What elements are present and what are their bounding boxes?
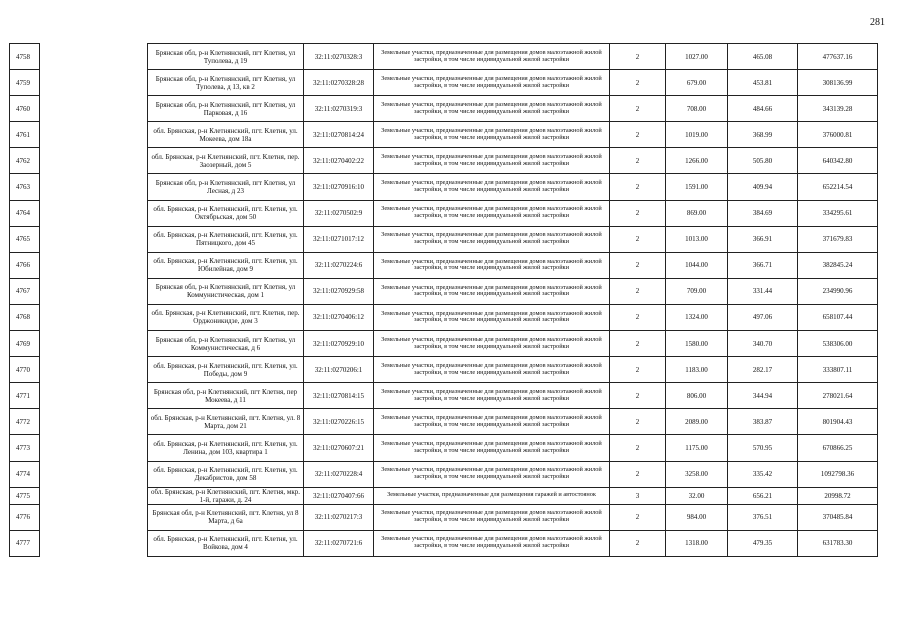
- cadastral-value-cell: 234990.96: [798, 278, 878, 304]
- table-row: [10, 530, 878, 556]
- land-use-cell: Земельные участки, предназначенные для размещения домов малоэтажной жилой застройки, в том числе индивидуальной жилой застройки: [374, 278, 610, 304]
- cadastral-number-cell: 32:11:0270502:9: [304, 200, 374, 226]
- row-number-cell: 4766: [10, 252, 40, 278]
- unit-value-cell: 331.44: [728, 278, 798, 304]
- spacer-cell: [40, 96, 148, 122]
- group-cell: 2: [610, 504, 666, 530]
- cadastral-value-cell: 631783.30: [798, 530, 878, 556]
- cadastral-value-cell: 308136.99: [798, 70, 878, 96]
- land-use-cell: Земельные участки, предназначенные для размещения домов малоэтажной жилой застройки, в том числе индивидуальной жилой застройки: [374, 461, 610, 487]
- unit-value-cell: 505.80: [728, 148, 798, 174]
- spacer-cell: [40, 252, 148, 278]
- row-number-cell: 4763: [10, 174, 40, 200]
- address-cell: обл. Брянская, р-н Клетнянский, пгт. Клетня, ул. 8 Марта, дом 21: [148, 409, 304, 435]
- group-cell: 2: [610, 174, 666, 200]
- unit-value-cell: 453.81: [728, 70, 798, 96]
- unit-value-cell: 335.42: [728, 461, 798, 487]
- row-number-cell: 4760: [10, 96, 40, 122]
- spacer-cell: [40, 461, 148, 487]
- land-use-cell: Земельные участки, предназначенные для размещения домов малоэтажной жилой застройки, в том числе индивидуальной жилой застройки: [374, 383, 610, 409]
- group-cell: 2: [610, 530, 666, 556]
- address-cell: обл. Брянская, р-н Клетнянский, пгт. Клетня, мкр. 1-й, гаражи, д. 24: [148, 487, 304, 504]
- spacer-cell: [40, 122, 148, 148]
- address-cell: обл. Брянская, р-н Клетнянский, пгт. Клетня, пер. Заозерный, дом 5: [148, 148, 304, 174]
- area-cell: 984.00: [666, 504, 728, 530]
- cadastral-value-cell: 278021.64: [798, 383, 878, 409]
- row-number-cell: 4764: [10, 200, 40, 226]
- group-cell: 2: [610, 357, 666, 383]
- land-use-cell: Земельные участки, предназначенные для размещения домов малоэтажной жилой застройки, в том числе индивидуальной жилой застройки: [374, 331, 610, 357]
- cadastral-value-cell: 640342.80: [798, 148, 878, 174]
- cadastral-number-cell: 32:11:0270916:10: [304, 174, 374, 200]
- unit-value-cell: 384.69: [728, 200, 798, 226]
- row-number-cell: 4774: [10, 461, 40, 487]
- land-use-cell: Земельные участки, предназначенные для размещения домов малоэтажной жилой застройки, в том числе индивидуальной жилой застройки: [374, 122, 610, 148]
- address-cell: обл. Брянская, р-н Клетнянский, пгт. Клетня, ул. Октябрьская, дом 50: [148, 200, 304, 226]
- area-cell: 1318.00: [666, 530, 728, 556]
- address-cell: Брянская обл, р-н Клетнянский, пгт. Клетня, ул 8 Марта, д 6а: [148, 504, 304, 530]
- area-cell: 679.00: [666, 70, 728, 96]
- spacer-cell: [40, 304, 148, 330]
- row-number-cell: 4758: [10, 44, 40, 70]
- area-cell: 1580.00: [666, 331, 728, 357]
- area-cell: 806.00: [666, 383, 728, 409]
- page-number: 281: [870, 17, 885, 28]
- group-cell: 2: [610, 44, 666, 70]
- area-cell: 709.00: [666, 278, 728, 304]
- land-use-cell: Земельные участки, предназначенные для размещения домов малоэтажной жилой застройки, в том числе индивидуальной жилой застройки: [374, 357, 610, 383]
- cadastral-number-cell: 32:11:0270226:15: [304, 409, 374, 435]
- cadastral-value-cell: 801904.43: [798, 409, 878, 435]
- land-use-cell: Земельные участки, предназначенные для размещения домов малоэтажной жилой застройки, в том числе индивидуальной жилой застройки: [374, 409, 610, 435]
- address-cell: Брянская обл, р-н Клетнянский, пгт Клетня, ул Туполева, д 19: [148, 44, 304, 70]
- table-row: [10, 383, 878, 409]
- area-cell: 2089.00: [666, 409, 728, 435]
- land-use-cell: Земельные участки, предназначенные для размещения домов малоэтажной жилой застройки, в том числе индивидуальной жилой застройки: [374, 148, 610, 174]
- address-cell: обл. Брянская, р-н Клетнянский, пгт. Клетня, ул. Войкова, дом 4: [148, 530, 304, 556]
- row-number-cell: 4776: [10, 504, 40, 530]
- unit-value-cell: 282.17: [728, 357, 798, 383]
- land-use-cell: Земельные участки, предназначенные для размещения домов малоэтажной жилой застройки, в том числе индивидуальной жилой застройки: [374, 252, 610, 278]
- group-cell: 2: [610, 383, 666, 409]
- table-row: [10, 44, 878, 70]
- land-use-cell: Земельные участки, предназначенные для размещения гаражей и автостоянок: [374, 487, 610, 504]
- cadastral-value-cell: 382845.24: [798, 252, 878, 278]
- area-cell: 1183.00: [666, 357, 728, 383]
- group-cell: 2: [610, 278, 666, 304]
- spacer-cell: [40, 331, 148, 357]
- cadastral-value-cell: 477637.16: [798, 44, 878, 70]
- table-row: [10, 278, 878, 304]
- cadastral-number-cell: 32:11:0270721:6: [304, 530, 374, 556]
- cadastral-number-cell: 32:11:0270328:28: [304, 70, 374, 96]
- group-cell: 2: [610, 200, 666, 226]
- area-cell: 1591.00: [666, 174, 728, 200]
- address-cell: обл. Брянская, р-н Клетнянский, пгт. Клетня, пер. Орджоникидзе, дом 3: [148, 304, 304, 330]
- land-use-cell: Земельные участки, предназначенные для размещения домов малоэтажной жилой застройки, в том числе индивидуальной жилой застройки: [374, 200, 610, 226]
- group-cell: 2: [610, 122, 666, 148]
- spacer-cell: [40, 226, 148, 252]
- area-cell: 1027.00: [666, 44, 728, 70]
- group-cell: 2: [610, 70, 666, 96]
- cadastral-number-cell: 32:11:0270929:10: [304, 331, 374, 357]
- address-cell: Брянская обл, р-н Клетнянский, пгт Клетня, ул Коммунистическая, дом 1: [148, 278, 304, 304]
- row-number-cell: 4762: [10, 148, 40, 174]
- cadastral-value-cell: 1092798.36: [798, 461, 878, 487]
- group-cell: 2: [610, 461, 666, 487]
- row-number-cell: 4773: [10, 435, 40, 461]
- cadastral-value-cell: 333807.11: [798, 357, 878, 383]
- spacer-cell: [40, 70, 148, 96]
- table-row: [10, 504, 878, 530]
- address-cell: обл. Брянская, р-н Клетнянский, пгт. Клетня, ул. Декабристов, дом 58: [148, 461, 304, 487]
- table-row: [10, 304, 878, 330]
- land-use-cell: Земельные участки, предназначенные для размещения домов малоэтажной жилой застройки, в том числе индивидуальной жилой застройки: [374, 70, 610, 96]
- unit-value-cell: 497.06: [728, 304, 798, 330]
- group-cell: 2: [610, 96, 666, 122]
- land-use-cell: Земельные участки, предназначенные для размещения домов малоэтажной жилой застройки, в том числе индивидуальной жилой застройки: [374, 226, 610, 252]
- address-cell: Брянская обл, р-н Клетнянский, пгт Клетня, ул Парковая, д 16: [148, 96, 304, 122]
- land-use-cell: Земельные участки, предназначенные для размещения домов малоэтажной жилой застройки, в том числе индивидуальной жилой застройки: [374, 174, 610, 200]
- address-cell: Брянская обл, р-н Клетнянский, пгт Клетня, ул Туполева, д 13, кв 2: [148, 70, 304, 96]
- table-row: [10, 96, 878, 122]
- table-row: [10, 461, 878, 487]
- group-cell: 2: [610, 226, 666, 252]
- row-number-cell: 4768: [10, 304, 40, 330]
- unit-value-cell: 570.95: [728, 435, 798, 461]
- land-use-cell: Земельные участки, предназначенные для размещения домов малоэтажной жилой застройки, в том числе индивидуальной жилой застройки: [374, 44, 610, 70]
- spacer-cell: [40, 200, 148, 226]
- address-cell: обл. Брянская, р-н Клетнянский, пгт. Клетня, ул. Юбилейная, дом 9: [148, 252, 304, 278]
- area-cell: 1175.00: [666, 435, 728, 461]
- table-row: [10, 331, 878, 357]
- cadastral-value-cell: 670866.25: [798, 435, 878, 461]
- cadastral-number-cell: 32:11:0270224:6: [304, 252, 374, 278]
- cadastral-number-cell: 32:11:0271017:12: [304, 226, 374, 252]
- unit-value-cell: 366.91: [728, 226, 798, 252]
- cadastral-number-cell: 32:11:0270407:66: [304, 487, 374, 504]
- cadastral-value-cell: 371679.83: [798, 226, 878, 252]
- table-row: [10, 200, 878, 226]
- cadastral-value-cell: 370485.84: [798, 504, 878, 530]
- table-row: [10, 435, 878, 461]
- cadastral-number-cell: 32:11:0270206:1: [304, 357, 374, 383]
- group-cell: 2: [610, 331, 666, 357]
- table-row: [10, 226, 878, 252]
- cadastral-number-cell: 32:11:0270607:21: [304, 435, 374, 461]
- table-row: [10, 174, 878, 200]
- unit-value-cell: 479.35: [728, 530, 798, 556]
- cadastral-number-cell: 32:11:0270328:3: [304, 44, 374, 70]
- unit-value-cell: 368.99: [728, 122, 798, 148]
- table-row: [10, 148, 878, 174]
- table-row: [10, 70, 878, 96]
- address-cell: обл. Брянская, р-н Клетнянский, пгт. Клетня, ул. Победы, дом 9: [148, 357, 304, 383]
- land-use-cell: Земельные участки, предназначенные для размещения домов малоэтажной жилой застройки, в том числе индивидуальной жилой застройки: [374, 304, 610, 330]
- cadastral-number-cell: 32:11:0270814:24: [304, 122, 374, 148]
- group-cell: 2: [610, 148, 666, 174]
- unit-value-cell: 465.08: [728, 44, 798, 70]
- unit-value-cell: 656.21: [728, 487, 798, 504]
- row-number-cell: 4765: [10, 226, 40, 252]
- area-cell: 1013.00: [666, 226, 728, 252]
- area-cell: 1019.00: [666, 122, 728, 148]
- cadastral-value-cell: 538306.00: [798, 331, 878, 357]
- area-cell: 1266.00: [666, 148, 728, 174]
- cadastral-number-cell: 32:11:0270228:4: [304, 461, 374, 487]
- row-number-cell: 4769: [10, 331, 40, 357]
- cadastral-number-cell: 32:11:0270319:3: [304, 96, 374, 122]
- cadastral-number-cell: 32:11:0270402:22: [304, 148, 374, 174]
- cadastral-number-cell: 32:11:0270217:3: [304, 504, 374, 530]
- spacer-cell: [40, 44, 148, 70]
- table-row: [10, 409, 878, 435]
- unit-value-cell: 366.71: [728, 252, 798, 278]
- unit-value-cell: 484.66: [728, 96, 798, 122]
- table-body: [10, 44, 878, 557]
- land-use-cell: Земельные участки, предназначенные для размещения домов малоэтажной жилой застройки, в том числе индивидуальной жилой застройки: [374, 96, 610, 122]
- group-cell: 2: [610, 409, 666, 435]
- address-cell: обл. Брянская, р-н Клетнянский, пгт. Клетня, ул. Ленина, дом 103, квартира 1: [148, 435, 304, 461]
- group-cell: 3: [610, 487, 666, 504]
- group-cell: 2: [610, 304, 666, 330]
- cadastral-value-cell: 652214.54: [798, 174, 878, 200]
- row-number-cell: 4761: [10, 122, 40, 148]
- row-number-cell: 4770: [10, 357, 40, 383]
- land-use-cell: Земельные участки, предназначенные для размещения домов малоэтажной жилой застройки, в том числе индивидуальной жилой застройки: [374, 504, 610, 530]
- row-number-cell: 4775: [10, 487, 40, 504]
- land-use-cell: Земельные участки, предназначенные для размещения домов малоэтажной жилой застройки, в том числе индивидуальной жилой застройки: [374, 530, 610, 556]
- area-cell: 1044.00: [666, 252, 728, 278]
- spacer-cell: [40, 278, 148, 304]
- row-number-cell: 4777: [10, 530, 40, 556]
- unit-value-cell: 344.94: [728, 383, 798, 409]
- cadastral-number-cell: 32:11:0270406:12: [304, 304, 374, 330]
- group-cell: 2: [610, 435, 666, 461]
- area-cell: 32.00: [666, 487, 728, 504]
- row-number-cell: 4759: [10, 70, 40, 96]
- address-cell: Брянская обл, р-н Клетнянский, пгт Клетня, пер Мокеева, д 11: [148, 383, 304, 409]
- spacer-cell: [40, 383, 148, 409]
- cadastral-value-cell: 658107.44: [798, 304, 878, 330]
- cadastral-value-cell: 20998.72: [798, 487, 878, 504]
- cadastral-value-cell: 376000.81: [798, 122, 878, 148]
- spacer-cell: [40, 409, 148, 435]
- unit-value-cell: 376.51: [728, 504, 798, 530]
- cadastral-value-table: [9, 43, 878, 557]
- area-cell: 708.00: [666, 96, 728, 122]
- table-row: [10, 487, 878, 504]
- unit-value-cell: 383.87: [728, 409, 798, 435]
- area-cell: 869.00: [666, 200, 728, 226]
- unit-value-cell: 409.94: [728, 174, 798, 200]
- spacer-cell: [40, 504, 148, 530]
- spacer-cell: [40, 487, 148, 504]
- row-number-cell: 4772: [10, 409, 40, 435]
- spacer-cell: [40, 357, 148, 383]
- spacer-cell: [40, 148, 148, 174]
- table-row: [10, 122, 878, 148]
- cadastral-value-cell: 343139.28: [798, 96, 878, 122]
- cadastral-value-cell: 334295.61: [798, 200, 878, 226]
- address-cell: Брянская обл, р-н Клетнянский, пгт Клетня, ул Лесная, д 23: [148, 174, 304, 200]
- unit-value-cell: 340.70: [728, 331, 798, 357]
- address-cell: Брянская обл, р-н Клетнянский, пгт Клетня, ул Коммунистическая, д 6: [148, 331, 304, 357]
- spacer-cell: [40, 435, 148, 461]
- cadastral-number-cell: 32:11:0270929:58: [304, 278, 374, 304]
- group-cell: 2: [610, 252, 666, 278]
- spacer-cell: [40, 530, 148, 556]
- row-number-cell: 4767: [10, 278, 40, 304]
- area-cell: 1324.00: [666, 304, 728, 330]
- cadastral-number-cell: 32:11:0270814:15: [304, 383, 374, 409]
- address-cell: обл. Брянская, р-н Клетнянский, пгт. Клетня, ул. Пятницкого, дом 45: [148, 226, 304, 252]
- spacer-cell: [40, 174, 148, 200]
- table-row: [10, 357, 878, 383]
- land-use-cell: Земельные участки, предназначенные для размещения домов малоэтажной жилой застройки, в том числе индивидуальной жилой застройки: [374, 435, 610, 461]
- area-cell: 3258.00: [666, 461, 728, 487]
- row-number-cell: 4771: [10, 383, 40, 409]
- address-cell: обл. Брянская, р-н Клетнянский, пгт. Клетня, ул. Мокеева, дом 18а: [148, 122, 304, 148]
- table-row: [10, 252, 878, 278]
